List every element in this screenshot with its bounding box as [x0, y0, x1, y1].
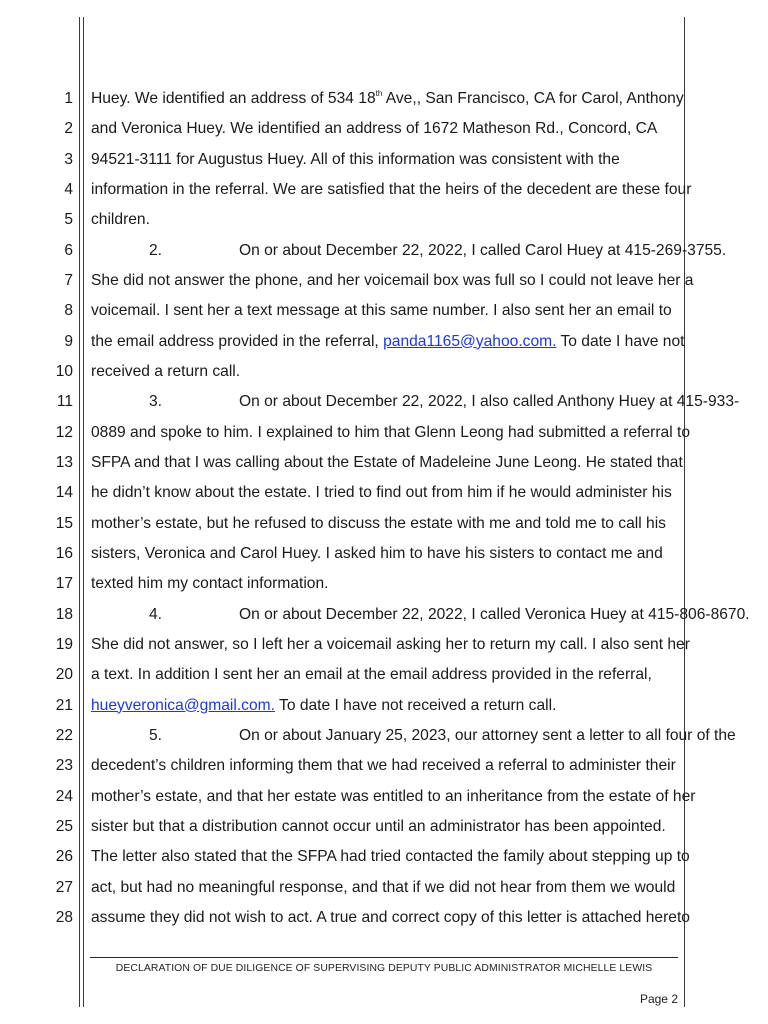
- line-text: mother’s estate, and that her estate was entitled to an inheritance from the estate of her: [91, 787, 696, 805]
- line-text: and Veronica Huey. We identified an address of 1672 Matheson Rd., Concord, CA: [91, 120, 658, 138]
- text-line: [91, 721, 736, 751]
- line-number: 23: [55, 757, 73, 775]
- line-number: 3: [64, 150, 73, 168]
- line-text: To date I have not: [556, 332, 685, 350]
- line-text: mother’s estate, but he refused to discuss the estate with me and told me to call his: [91, 514, 666, 532]
- line-text: To date I have not received a return call.: [274, 696, 557, 714]
- email-link[interactable]: hueyveronica@gmail.com.: [91, 696, 275, 714]
- line-text: Ave,, San Francisco, CA for Carol, Anthony: [382, 90, 684, 107]
- line-text: children.: [91, 211, 150, 229]
- page-number: Page 2: [639, 992, 678, 1006]
- line-number: 20: [55, 666, 73, 684]
- line-number: 24: [55, 787, 73, 805]
- line-number: 9: [64, 332, 73, 350]
- text-line: [91, 296, 683, 326]
- line-number: 1: [64, 90, 73, 107]
- line-number: 25: [55, 817, 73, 835]
- paragraph-number: 5.: [149, 726, 163, 744]
- line-number: 16: [55, 544, 73, 562]
- paragraph-number: 2.: [149, 241, 163, 259]
- text-line: [91, 266, 694, 296]
- text-line: [91, 751, 683, 781]
- text-line: [91, 175, 692, 205]
- line-number: 11: [56, 393, 73, 411]
- line-number: 26: [55, 848, 73, 866]
- text-line: [91, 903, 690, 933]
- text-line: [91, 509, 683, 539]
- text-line: [91, 569, 683, 599]
- text-line: [91, 84, 683, 114]
- line-text: received a return call.: [91, 362, 241, 380]
- text-line: [91, 873, 683, 903]
- line-text: 0889 and spoke to him. I explained to him that Glenn Leong had submitted a referral to: [91, 423, 691, 441]
- text-line: [91, 418, 691, 448]
- line-number: 10: [55, 362, 73, 380]
- line-text: a text. In addition I sent her an email at the email address provided in the referral,: [91, 666, 652, 684]
- line-text: voicemail. I sent her a text message at this same number. I also sent her an email to: [91, 302, 672, 320]
- line-number: 21: [55, 696, 73, 714]
- text-line: [91, 691, 683, 721]
- line-text: She did not answer, so I left her a voicemail asking her to return my call. I also sent her: [91, 635, 690, 653]
- line-number: 2: [64, 120, 73, 138]
- text-line: [91, 660, 683, 690]
- text-line: [91, 357, 683, 387]
- text-line: [91, 145, 683, 175]
- line-text: On or about December 22, 2022, I also called Anthony Huey at 415-933-: [239, 393, 740, 411]
- text-line: [91, 114, 683, 144]
- left-margin-rule-outer: [79, 17, 80, 1007]
- line-text: assume they did not wish to act. A true and correct copy of this letter is attached hereto: [91, 908, 690, 926]
- line-text: On or about January 25, 2023, our attorney sent a letter to all four of the: [239, 726, 736, 744]
- line-text: She did not answer the phone, and her voicemail box was full so I could not leave her a: [91, 271, 694, 289]
- left-margin-rule-inner: [83, 17, 84, 1007]
- text-line: [91, 842, 690, 872]
- footer-title: DECLARATION OF DUE DILIGENCE OF SUPERVISING DEPUTY PUBLIC ADMINISTRATOR MICHELLE LEWIS: [115, 963, 653, 974]
- text-line: [91, 327, 683, 357]
- line-number: 28: [55, 908, 73, 926]
- line-number: 17: [55, 575, 73, 593]
- line-text: texted him my contact information.: [91, 575, 329, 593]
- line-number: 27: [55, 878, 73, 896]
- text-line: [91, 600, 750, 630]
- line-number: 8: [64, 302, 73, 320]
- line-number: 5: [64, 211, 73, 229]
- line-number: 18: [55, 605, 73, 623]
- line-text: 94521-3111 for Augustus Huey. All of this information was consistent with the: [91, 150, 620, 168]
- text-line: [91, 205, 683, 235]
- line-text: he didn’t know about the estate. I tried to find out from him if he would administer his: [91, 484, 672, 502]
- line-text: sisters, Veronica and Carol Huey. I asked him to have his sisters to contact me and: [91, 544, 663, 562]
- line-text: decedent’s children informing them that we had received a referral to administer their: [91, 757, 676, 775]
- text-line: [91, 630, 690, 660]
- text-line: [91, 539, 683, 569]
- text-line: [91, 387, 740, 417]
- paragraph-number: 4.: [149, 605, 163, 623]
- line-text: Huey. We identified an address of 534 18: [91, 90, 376, 107]
- line-text: sister but that a distribution cannot occur until an administrator has been appointed.: [91, 817, 666, 835]
- paragraph-number: 3.: [149, 393, 163, 411]
- line-number: 22: [55, 726, 73, 744]
- text-line: [91, 812, 683, 842]
- text-line: [91, 782, 696, 812]
- line-text: the email address provided in the referral,: [91, 332, 384, 350]
- line-number: 4: [64, 180, 73, 198]
- footer-rule: [90, 957, 678, 958]
- line-text: information in the referral. We are satisfied that the heirs of the decedent are these four: [91, 180, 692, 198]
- line-text: On or about December 22, 2022, I called Veronica Huey at 415-806-8670.: [239, 605, 750, 623]
- line-number: 12: [55, 423, 73, 441]
- line-number: 6: [64, 241, 73, 259]
- text-line: [91, 448, 683, 478]
- superscript: th: [375, 89, 383, 98]
- line-text: act, but had no meaningful response, and that if we did not hear from them we would: [91, 878, 676, 896]
- line-number: 19: [55, 635, 73, 653]
- line-text: The letter also stated that the SFPA had tried contacted the family about stepping up to: [91, 848, 690, 866]
- line-text: On or about December 22, 2022, I called Carol Huey at 415-269-3755.: [239, 241, 727, 259]
- text-line: [91, 478, 683, 508]
- line-text: SFPA and that I was calling about the Estate of Madeleine June Leong. He stated that: [91, 453, 683, 471]
- line-number: 13: [55, 453, 73, 471]
- line-number: 7: [64, 271, 73, 289]
- line-number: 14: [55, 484, 73, 502]
- email-link[interactable]: panda1165@yahoo.com.: [383, 332, 557, 350]
- line-number: 15: [55, 514, 73, 532]
- text-line: [91, 236, 727, 266]
